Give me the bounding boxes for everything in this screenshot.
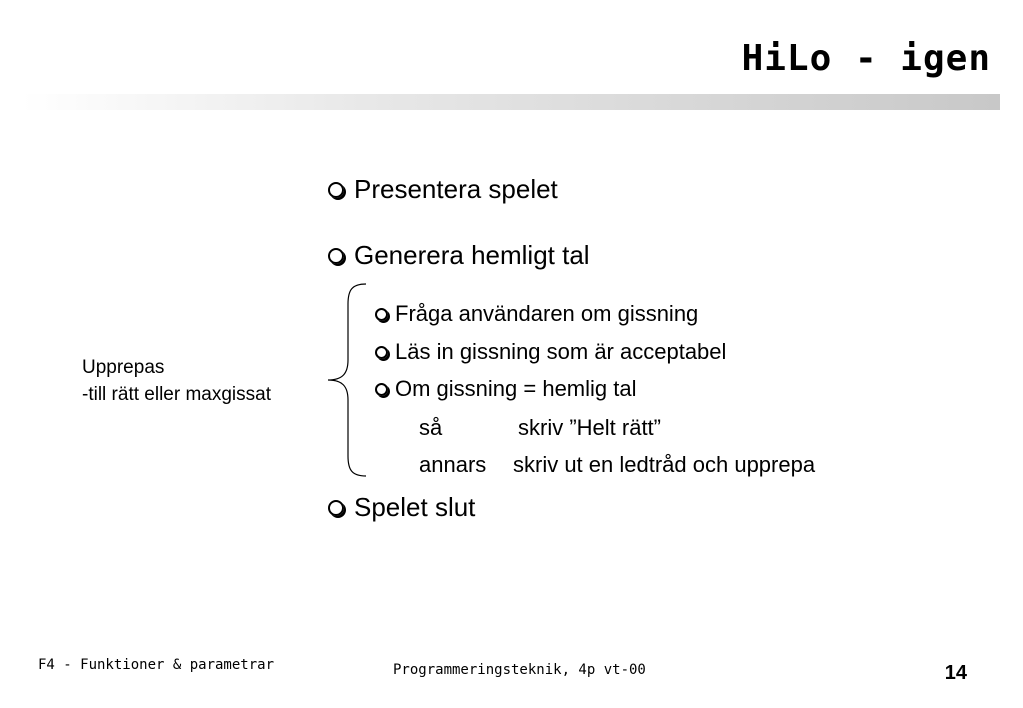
condition-keyword: annars <box>419 452 487 477</box>
condition-text: skriv ut en ledtråd och upprepa <box>513 452 816 477</box>
sub-bullet-text: Om gissning = hemlig tal <box>395 376 637 401</box>
sub-bullet-text: Fråga användaren om gissning <box>395 301 699 326</box>
bullet-item <box>328 174 558 205</box>
slide-title: HiLo - igen <box>741 38 991 79</box>
sub-bullet-text: Läs in gissning som är acceptabel <box>395 339 727 364</box>
bullet-text: Generera hemligt tal <box>354 240 590 270</box>
curly-brace-icon <box>318 280 374 480</box>
bullet-circle-icon <box>328 500 344 516</box>
footer-center: Programmeringsteknik, 4p vt-00 <box>393 662 646 678</box>
title-divider <box>22 94 1000 110</box>
bullet-circle-icon <box>375 346 388 359</box>
bullet-text: Presentera spelet <box>354 174 558 204</box>
bullet-circle-icon <box>375 308 388 321</box>
bullet-circle-icon <box>375 383 388 396</box>
sub-bullet-item <box>375 376 637 402</box>
sub-bullet-item <box>375 339 726 365</box>
bullet-item <box>328 492 475 523</box>
condition-text: skriv ”Helt rätt” <box>518 415 661 440</box>
page-number: 14 <box>944 662 967 684</box>
footer-left: F4 - Funktioner & parametrar <box>38 657 275 673</box>
bullet-circle-icon <box>328 182 344 198</box>
condition-keyword: så <box>419 415 443 440</box>
bullet-circle-icon <box>328 248 344 264</box>
bullet-item <box>328 240 590 271</box>
sub-bullet-item <box>375 301 698 327</box>
repeat-note <box>82 354 271 408</box>
repeat-note-line: -till rätt eller maxgissat <box>82 384 271 405</box>
bullet-text: Spelet slut <box>354 492 476 522</box>
repeat-note-line: Upprepas <box>82 357 165 378</box>
